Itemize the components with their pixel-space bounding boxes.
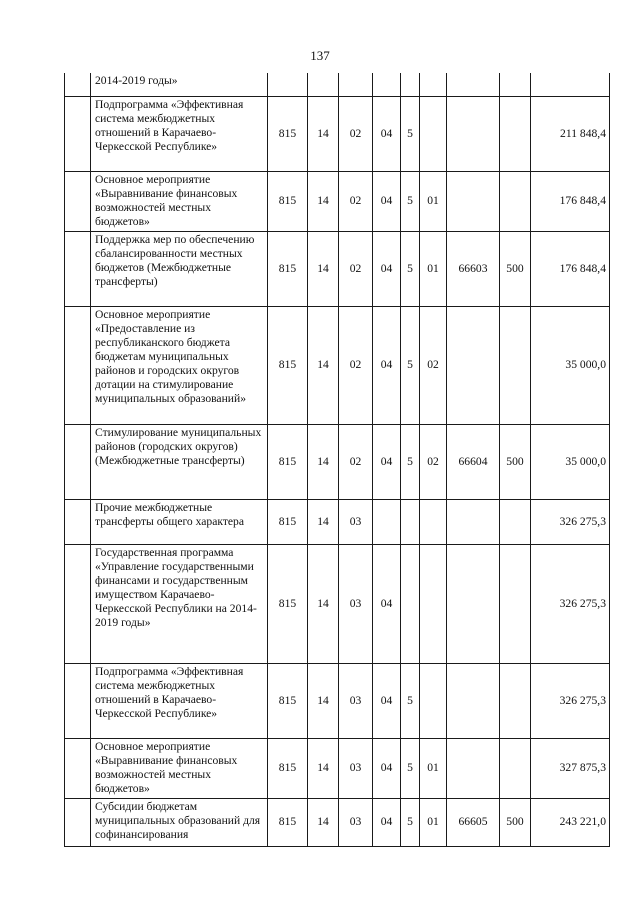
program-code-cell: 04 xyxy=(373,231,401,306)
expense-type-cell: 500 xyxy=(500,231,531,306)
item-name-cell: Поддержка мер по обеспечению сбалансированности местных бюджетов (Межбюджетные трансферты) xyxy=(91,231,268,306)
item-name-cell: Основное мероприятие «Выравнивание финансовых возможностей местных бюджетов» xyxy=(91,171,268,231)
table-row xyxy=(65,798,610,846)
amount-cell: 176 848,4 xyxy=(531,231,610,306)
table-bottom-border xyxy=(64,846,609,847)
direction-code-cell: 66605 xyxy=(447,798,500,846)
program-code-cell xyxy=(373,499,401,544)
event-code-cell xyxy=(420,96,447,171)
subsection-code-cell: 03 xyxy=(339,544,373,663)
table-row xyxy=(65,499,610,544)
section-code-cell: 14 xyxy=(308,424,339,499)
blank-cell xyxy=(65,544,91,663)
item-name-cell: Государственная программа «Управление государственными финансами и государственным имуществом Карачаево-Черкесской Республики на 2014-2019 годы» xyxy=(91,544,268,663)
budget-table xyxy=(64,73,610,847)
direction-code-cell xyxy=(447,306,500,424)
table-row xyxy=(65,663,610,738)
blank-cell xyxy=(65,499,91,544)
admin-code-cell: 815 xyxy=(268,544,308,663)
program-code-cell: 04 xyxy=(373,171,401,231)
subsection-code-cell: 02 xyxy=(339,424,373,499)
section-code-cell: 14 xyxy=(308,738,339,798)
admin-code-cell: 815 xyxy=(268,424,308,499)
item-name-cell: Подпрограмма «Эффективная система межбюджетных отношений в Карачаево-Черкесской Республике» xyxy=(91,96,268,171)
admin-code-cell: 815 xyxy=(268,96,308,171)
table-row xyxy=(65,73,610,96)
subsection-code-cell xyxy=(339,73,373,96)
subsection-code-cell: 03 xyxy=(339,798,373,846)
admin-code-cell: 815 xyxy=(268,231,308,306)
section-code-cell: 14 xyxy=(308,798,339,846)
section-code-cell xyxy=(308,73,339,96)
blank-cell xyxy=(65,424,91,499)
subsection-code-cell: 03 xyxy=(339,663,373,738)
subprogram-code-cell: 5 xyxy=(401,171,420,231)
expense-type-cell: 500 xyxy=(500,798,531,846)
blank-cell xyxy=(65,663,91,738)
admin-code-cell xyxy=(268,73,308,96)
expense-type-cell xyxy=(500,171,531,231)
subsection-code-cell: 02 xyxy=(339,306,373,424)
section-code-cell: 14 xyxy=(308,544,339,663)
subprogram-code-cell: 5 xyxy=(401,231,420,306)
admin-code-cell: 815 xyxy=(268,738,308,798)
subsection-code-cell: 02 xyxy=(339,231,373,306)
section-code-cell: 14 xyxy=(308,231,339,306)
table-row xyxy=(65,231,610,306)
event-code-cell xyxy=(420,663,447,738)
event-code-cell xyxy=(420,544,447,663)
amount-cell: 35 000,0 xyxy=(531,424,610,499)
amount-cell: 35 000,0 xyxy=(531,306,610,424)
expense-type-cell xyxy=(500,306,531,424)
amount-cell: 176 848,4 xyxy=(531,171,610,231)
expense-type-cell xyxy=(500,73,531,96)
admin-code-cell: 815 xyxy=(268,798,308,846)
subprogram-code-cell: 5 xyxy=(401,424,420,499)
subprogram-code-cell: 5 xyxy=(401,96,420,171)
admin-code-cell: 815 xyxy=(268,171,308,231)
expense-type-cell: 500 xyxy=(500,424,531,499)
subprogram-code-cell xyxy=(401,499,420,544)
section-code-cell: 14 xyxy=(308,306,339,424)
admin-code-cell: 815 xyxy=(268,499,308,544)
subprogram-code-cell xyxy=(401,544,420,663)
direction-code-cell xyxy=(447,544,500,663)
program-code-cell: 04 xyxy=(373,544,401,663)
direction-code-cell xyxy=(447,738,500,798)
program-code-cell: 04 xyxy=(373,96,401,171)
admin-code-cell: 815 xyxy=(268,663,308,738)
program-code-cell xyxy=(373,73,401,96)
event-code-cell: 02 xyxy=(420,424,447,499)
expense-type-cell xyxy=(500,738,531,798)
subprogram-code-cell: 5 xyxy=(401,306,420,424)
blank-cell xyxy=(65,171,91,231)
item-name-cell: Подпрограмма «Эффективная система межбюджетных отношений в Карачаево-Черкесской Республике» xyxy=(91,663,268,738)
program-code-cell: 04 xyxy=(373,424,401,499)
direction-code-cell: 66603 xyxy=(447,231,500,306)
table-row xyxy=(65,424,610,499)
event-code-cell: 01 xyxy=(420,171,447,231)
program-code-cell: 04 xyxy=(373,663,401,738)
direction-code-cell: 66604 xyxy=(447,424,500,499)
program-code-cell: 04 xyxy=(373,738,401,798)
expense-type-cell xyxy=(500,663,531,738)
blank-cell xyxy=(65,738,91,798)
item-name-cell: Основное мероприятие «Предоставление из республиканского бюджета бюджетам муниципальных районов и городских округов дотации на стимулирование муниципальных образований» xyxy=(91,306,268,424)
amount-cell: 326 275,3 xyxy=(531,499,610,544)
section-code-cell: 14 xyxy=(308,663,339,738)
expense-type-cell xyxy=(500,544,531,663)
section-code-cell: 14 xyxy=(308,499,339,544)
expense-type-cell xyxy=(500,96,531,171)
table-row xyxy=(65,171,610,231)
blank-cell xyxy=(65,231,91,306)
amount-cell: 327 875,3 xyxy=(531,738,610,798)
blank-cell xyxy=(65,306,91,424)
event-code-cell: 01 xyxy=(420,798,447,846)
subprogram-code-cell: 5 xyxy=(401,663,420,738)
section-code-cell: 14 xyxy=(308,96,339,171)
direction-code-cell xyxy=(447,499,500,544)
page-number: 137 xyxy=(310,48,330,63)
direction-code-cell xyxy=(447,73,500,96)
section-code-cell: 14 xyxy=(308,171,339,231)
admin-code-cell: 815 xyxy=(268,306,308,424)
item-name-cell: Субсидии бюджетам муниципальных образований для софинансирования xyxy=(91,798,268,846)
program-code-cell: 04 xyxy=(373,306,401,424)
amount-cell: 243 221,0 xyxy=(531,798,610,846)
amount-cell: 326 275,3 xyxy=(531,663,610,738)
subsection-code-cell: 02 xyxy=(339,96,373,171)
subsection-code-cell: 03 xyxy=(339,738,373,798)
subprogram-code-cell xyxy=(401,73,420,96)
item-name-cell: 2014-2019 годы» xyxy=(91,73,268,96)
subprogram-code-cell: 5 xyxy=(401,798,420,846)
direction-code-cell xyxy=(447,96,500,171)
event-code-cell xyxy=(420,73,447,96)
event-code-cell: 01 xyxy=(420,738,447,798)
blank-cell xyxy=(65,73,91,96)
expense-type-cell xyxy=(500,499,531,544)
event-code-cell: 02 xyxy=(420,306,447,424)
event-code-cell: 01 xyxy=(420,231,447,306)
subprogram-code-cell: 5 xyxy=(401,738,420,798)
blank-cell xyxy=(65,96,91,171)
item-name-cell: Прочие межбюджетные трансферты общего характера xyxy=(91,499,268,544)
subsection-code-cell: 03 xyxy=(339,499,373,544)
amount-cell xyxy=(531,73,610,96)
amount-cell: 326 275,3 xyxy=(531,544,610,663)
program-code-cell: 04 xyxy=(373,798,401,846)
amount-cell: 211 848,4 xyxy=(531,96,610,171)
table-row xyxy=(65,544,610,663)
table-row xyxy=(65,306,610,424)
table-row xyxy=(65,738,610,798)
item-name-cell: Основное мероприятие «Выравнивание финансовых возможностей местных бюджетов» xyxy=(91,738,268,798)
direction-code-cell xyxy=(447,663,500,738)
event-code-cell xyxy=(420,499,447,544)
item-name-cell: Стимулирование муниципальных районов (городских округов) (Межбюджетные трансферты) xyxy=(91,424,268,499)
table-row xyxy=(65,96,610,171)
subsection-code-cell: 02 xyxy=(339,171,373,231)
blank-cell xyxy=(65,798,91,846)
direction-code-cell xyxy=(447,171,500,231)
